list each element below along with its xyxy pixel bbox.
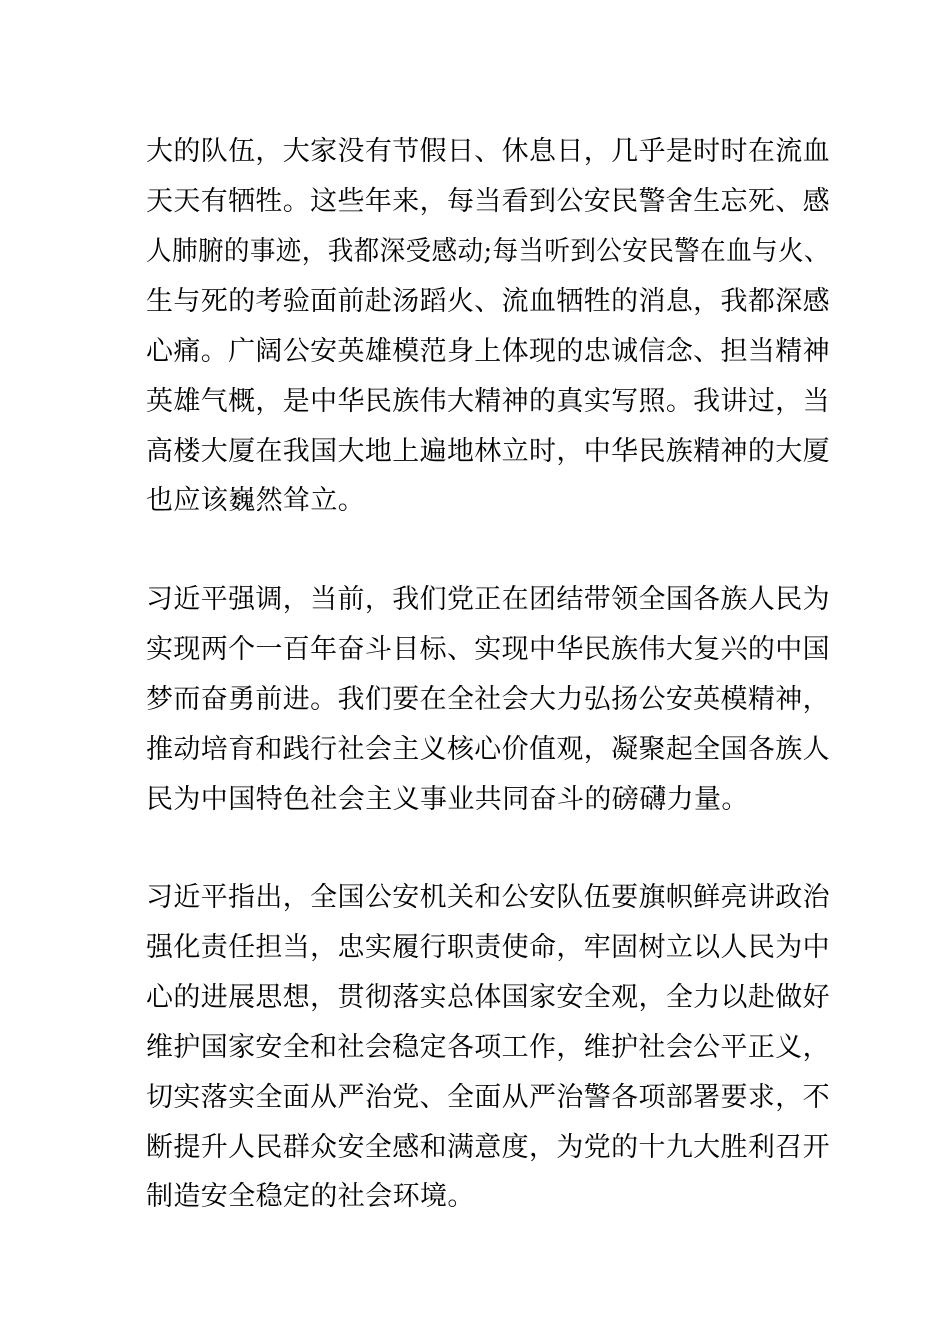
paragraph-3-line-7: 制造安全稳定的社会环境。	[146, 1181, 475, 1212]
paragraph-1-line-2: 天天有牺牲。这些年来，每当看到公安民警舍生忘死、感	[146, 186, 830, 217]
paragraph-2-line-1: 习近平强调，当前，我们党正在团结带领全国各族人民为	[146, 584, 830, 615]
paragraph-2-line-3: 梦而奋勇前进。我们要在全社会大力弘扬公安英模精神，	[146, 684, 830, 715]
paragraph-1-line-1: 大的队伍，大家没有节假日、休息日，几乎是时时在流血	[146, 136, 830, 167]
paragraph-2-line-5: 民为中国特色社会主义事业共同奋斗的磅礴力量。	[146, 784, 749, 815]
paragraph-3-line-5: 切实落实全面从严治党、全面从严治警各项部署要求，不	[146, 1082, 830, 1113]
paragraph-1-line-5: 心痛。广阔公安英雄模范身上体现的忠诚信念、担当精神	[146, 336, 830, 367]
paragraph-1-line-3: 人肺腑的事迹，我都深受感动;每当听到公安民警在血与火、	[146, 236, 830, 267]
paragraph-3-line-1: 习近平指出，全国公安机关和公安队伍要旗帜鲜亮讲政治	[146, 882, 830, 913]
paragraph-3-line-3: 心的进展思想，贯彻落实总体国家安全观，全力以赴做好	[146, 982, 830, 1013]
paragraph-2-line-4: 推动培育和践行社会主义核心价值观，凝聚起全国各族人	[146, 734, 830, 765]
paragraph-1-line-7: 高楼大厦在我国大地上遍地林立时，中华民族精神的大厦	[146, 436, 830, 467]
paragraph-3-line-6: 断提升人民群众安全感和满意度，为党的十九大胜利召开	[146, 1132, 830, 1163]
paragraph-1-line-4: 生与死的考验面前赴汤蹈火、流血牺牲的消息，我都深感	[146, 286, 830, 317]
paragraph-2-line-2: 实现两个一百年奋斗目标、实现中华民族伟大复兴的中国	[146, 634, 830, 665]
paragraph-3-line-2: 强化责任担当，忠实履行职责使命，牢固树立以人民为中	[146, 932, 830, 963]
paragraph-3-line-4: 维护国家安全和社会稳定各项工作，维护社会公平正义，	[146, 1032, 830, 1063]
paragraph-1-line-8: 也应该巍然耸立。	[146, 485, 366, 516]
paragraph-1-line-6: 英雄气概，是中华民族伟大精神的真实写照。我讲过，当	[146, 386, 830, 417]
